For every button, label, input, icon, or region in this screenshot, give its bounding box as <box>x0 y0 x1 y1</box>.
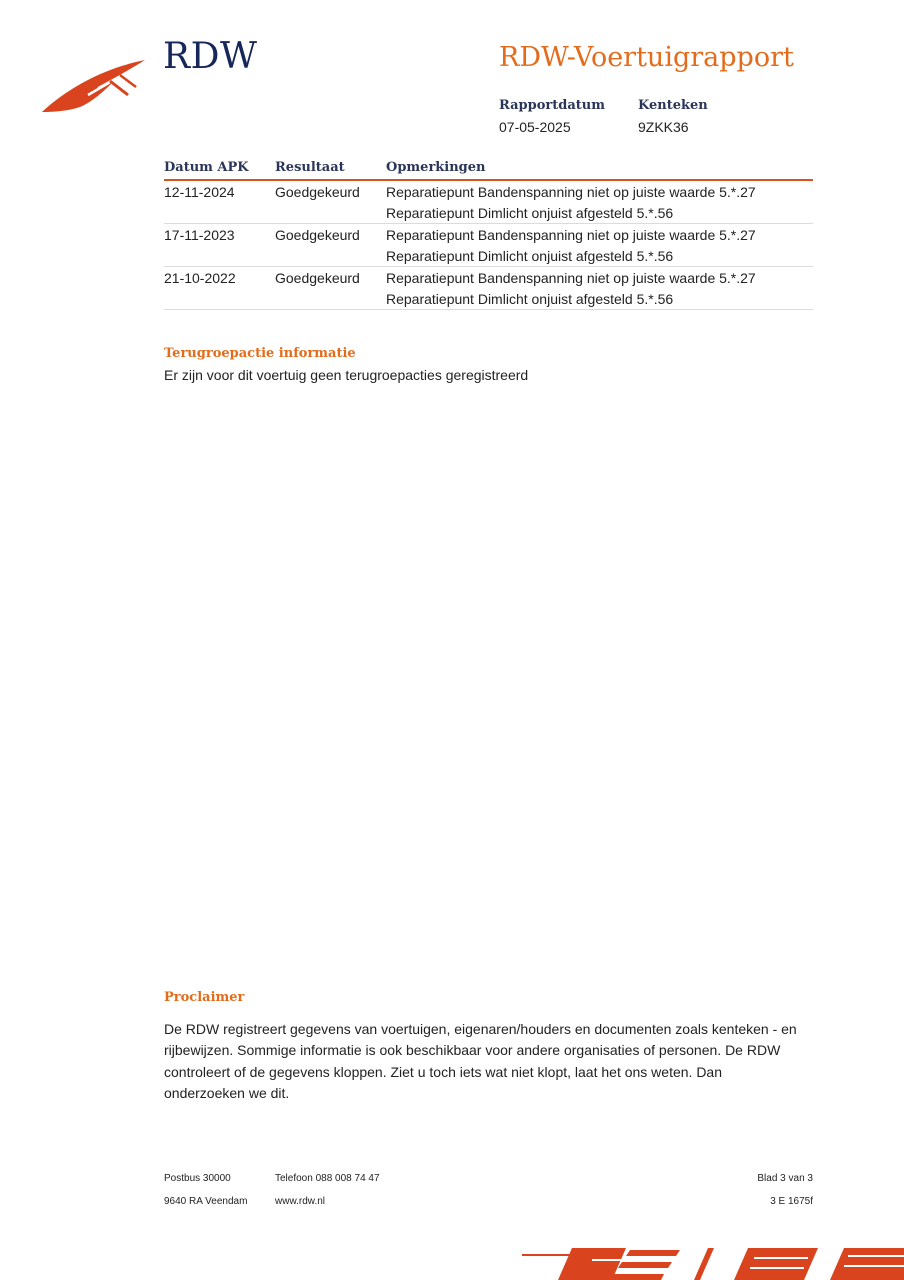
apk-remark: Reparatiepunt Dimlicht onjuist afgesteld 5.*.56 <box>386 205 674 221</box>
apk-result: Goedgekeurd <box>275 184 360 200</box>
footer-website-link[interactable]: www.rdw.nl <box>275 1196 326 1207</box>
recall-text: Er zijn voor dit voertuig geen terugroepacties geregistreerd <box>164 367 529 383</box>
apk-remark: Reparatiepunt Bandenspanning niet op juiste waarde 5.*.27 <box>386 227 756 243</box>
table-row <box>164 267 813 310</box>
rdw-logo-icon <box>40 55 150 115</box>
column-header-opmerkingen: Opmerkingen <box>386 160 486 175</box>
report-title: RDW-Voertuigrapport <box>499 42 794 73</box>
table-header <box>164 159 813 181</box>
logo-text: RDW <box>163 36 258 77</box>
rapportdatum-value: 07-05-2025 <box>499 119 571 135</box>
table-row <box>164 224 813 267</box>
column-header-datum: Datum APK <box>164 160 249 175</box>
column-header-resultaat: Resultaat <box>275 160 345 175</box>
apk-result: Goedgekeurd <box>275 270 360 286</box>
rapportdatum-label: Rapportdatum <box>499 98 605 113</box>
footer-postcode: 9640 RA Veendam <box>164 1196 248 1207</box>
footer-page-number: Blad 3 van 3 <box>757 1173 813 1184</box>
table-row <box>164 181 813 224</box>
footer-postbus: Postbus 30000 <box>164 1173 231 1184</box>
kenteken-value: 9ZKK36 <box>638 119 689 135</box>
apk-remark: Reparatiepunt Dimlicht onjuist afgesteld 5.*.56 <box>386 248 674 264</box>
kenteken-label: Kenteken <box>638 98 708 113</box>
apk-remark: Reparatiepunt Bandenspanning niet op juiste waarde 5.*.27 <box>386 184 756 200</box>
footer-code: 3 E 1675f <box>770 1196 813 1207</box>
apk-date: 12-11-2024 <box>164 184 235 200</box>
decorative-stripes-icon <box>518 1244 904 1280</box>
apk-result: Goedgekeurd <box>275 227 360 243</box>
recall-title: Terugroepactie informatie <box>164 346 356 361</box>
apk-remark: Reparatiepunt Dimlicht onjuist afgesteld 5.*.56 <box>386 291 674 307</box>
footer-telefoon: Telefoon 088 008 74 47 <box>275 1173 380 1184</box>
apk-table <box>164 159 813 310</box>
apk-date: 21-10-2022 <box>164 270 236 286</box>
apk-remark: Reparatiepunt Bandenspanning niet op juiste waarde 5.*.27 <box>386 270 756 286</box>
proclaimer-title: Proclaimer <box>164 990 245 1005</box>
apk-date: 17-11-2023 <box>164 227 235 243</box>
proclaimer-text: De RDW registreert gegevens van voertuigen, eigenaren/houders en documenten zoals kenteken - en rijbewijzen. Sommige informatie is ook beschikbaar voor andere organisaties of personen. De RDW controleert of de gegevens kloppen. Ziet u toch iets wat niet klopt, laat het ons weten. Dan onderzoeken we dit. <box>164 1021 797 1101</box>
